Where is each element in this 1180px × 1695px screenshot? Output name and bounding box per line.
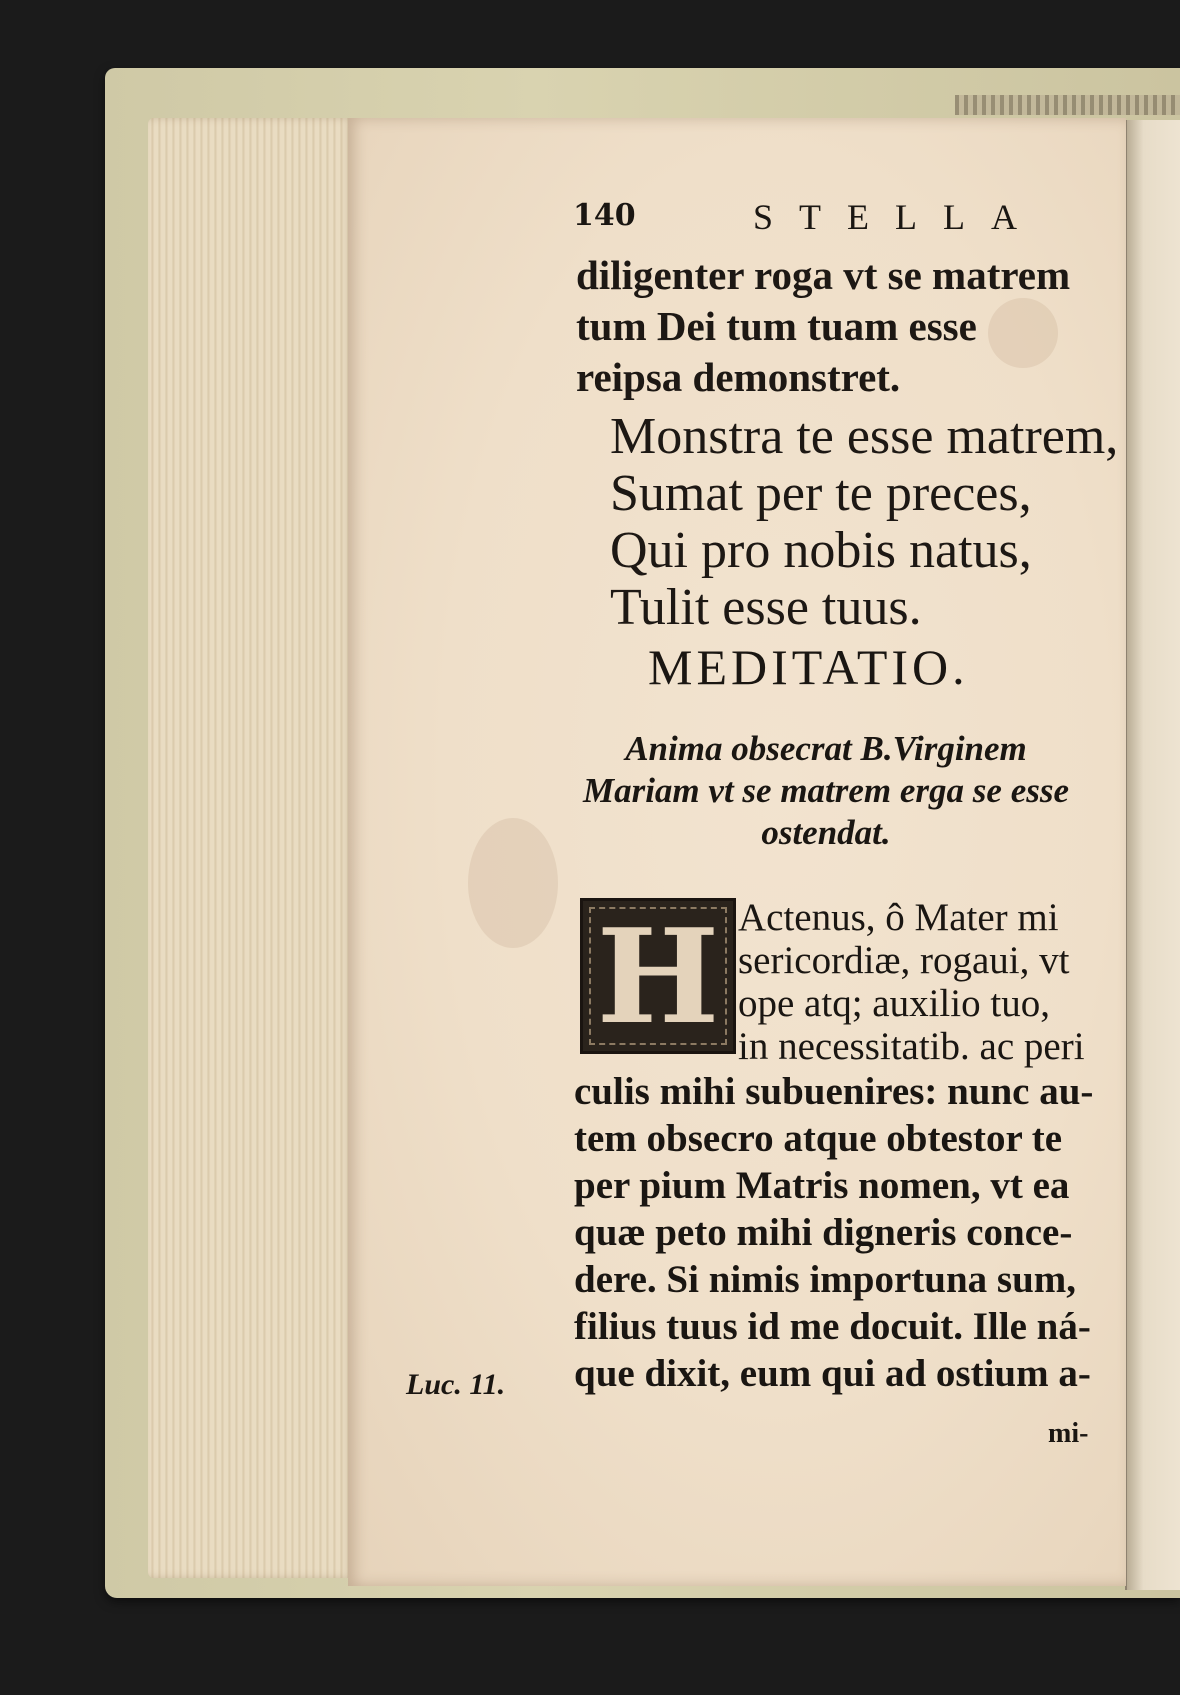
text-line: quæ peto mihi digneris conce-	[574, 1211, 1073, 1254]
intro-paragraph: diligenter roga vt se matrem tum Dei tum tuam esse reipsa demonstret.	[576, 252, 1071, 400]
running-head: STELLA	[753, 197, 1043, 237]
decorated-initial	[580, 898, 736, 1054]
meditation-subtitle: Anima obsecrat B.Virginem Mariam vt se matrem erga se esse ostendat.	[582, 729, 1070, 852]
text-line: in necessitatib. ac peri	[738, 1025, 1085, 1068]
text-line: tem obsecro atque obtestor te	[574, 1117, 1063, 1160]
verse-line: Tulit esse tuus.	[610, 579, 922, 636]
page-number: 140	[573, 198, 636, 233]
initial-letter: H	[596, 899, 720, 1053]
book-binding-edge	[955, 95, 1180, 115]
verse-line: Qui pro nobis natus,	[610, 522, 1032, 579]
paper-stain	[468, 818, 558, 948]
text-line: filius tuus id me docuit. Ille ná-	[574, 1305, 1091, 1348]
meditation-opening-lines	[738, 896, 1085, 1068]
text-line: que dixit, eum qui ad ostium a-	[574, 1352, 1091, 1395]
page-edges	[148, 118, 353, 1578]
text-line: culis mihi subuenires: nunc au-	[574, 1070, 1094, 1113]
verse-block	[610, 408, 1119, 636]
meditation-title: MEDITATIO.	[648, 639, 969, 695]
text-line: dere. Si nimis importuna sum,	[574, 1258, 1077, 1301]
catchword: mi-	[1048, 1418, 1089, 1449]
verse-line: Sumat per te preces,	[610, 465, 1032, 522]
page-header	[573, 196, 1073, 246]
verse-line: Monstra te esse matrem,	[610, 408, 1119, 465]
meditation-body	[574, 1068, 1094, 1397]
book-page	[348, 118, 1126, 1586]
text-line: Actenus, ô Mater mi	[738, 896, 1059, 939]
text-line: sericordiæ, rogaui, vt	[738, 939, 1070, 982]
text-line: per pium Matris nomen, vt ea	[574, 1164, 1070, 1207]
text-line: ope atq; auxilio tuo,	[738, 982, 1050, 1025]
margin-reference: Luc. 11.	[406, 1368, 506, 1401]
opposite-page-edge	[1125, 120, 1180, 1590]
